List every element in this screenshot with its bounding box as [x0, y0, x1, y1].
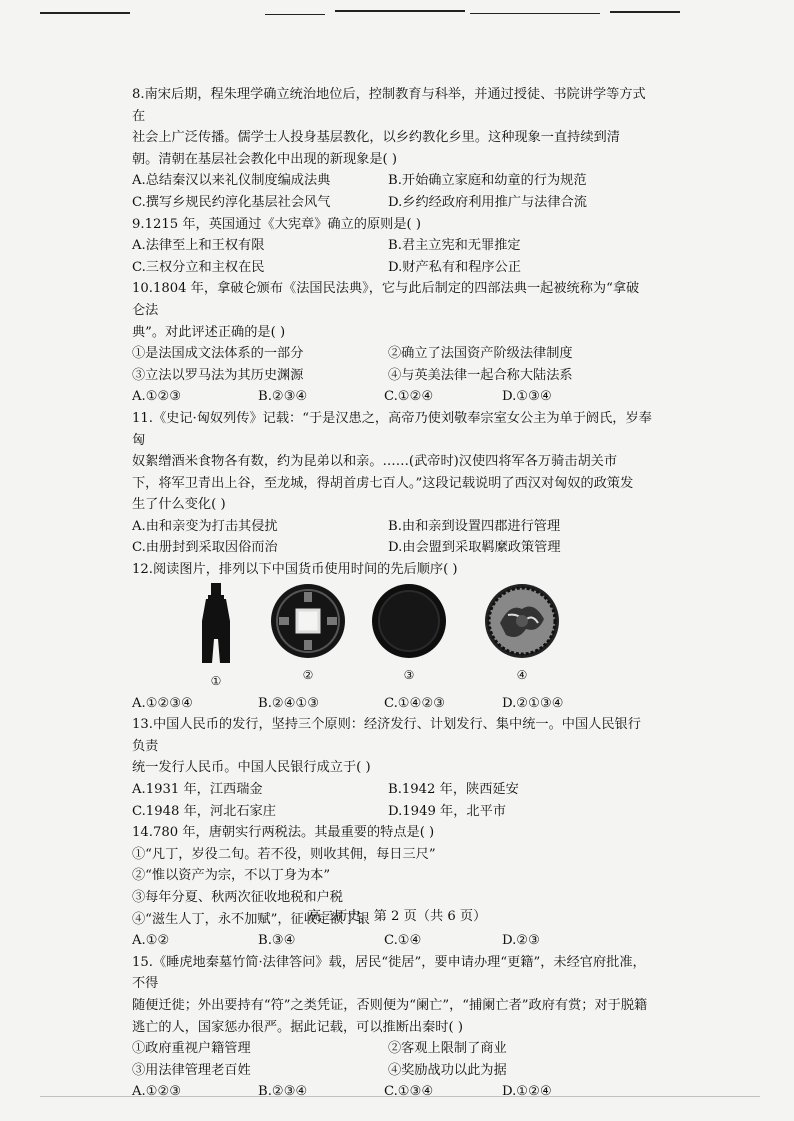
- coin-label: ④: [516, 668, 528, 683]
- option-a: A.1931 年，江西瑞金: [132, 782, 263, 798]
- question-stem-line: 15.《睡虎地秦墓竹简·法律答问》载，居民“徙居”，要申请办理“更籍”，未经官府批准，不得: [132, 954, 646, 992]
- option-c: C.撰写乡规民约淳化基层社会风气: [132, 194, 331, 210]
- question-stem-line: 14.780 年，唐朝实行两税法。其最重要的特点是( ): [132, 825, 435, 841]
- question-15: [132, 952, 652, 1103]
- statement-3: ③立法以罗马法为其历史渊源: [132, 367, 304, 383]
- option-d: D.由会盟到采取羁縻政策管理: [388, 540, 561, 556]
- question-stem-line: 朝。清朝在基层社会教化中出现的新现象是( ): [132, 151, 398, 167]
- choice-a: A.①②③④: [132, 695, 194, 711]
- statement-1: ①政府重视户籍管理: [132, 1041, 251, 1057]
- choice-d: D.②③: [502, 933, 540, 949]
- coin-figure: [132, 581, 652, 693]
- choice-c: C.①④: [384, 933, 422, 949]
- coin-label: ②: [302, 668, 314, 683]
- question-10: [132, 278, 652, 408]
- choice-a: A.①②③: [132, 1084, 182, 1100]
- question-stem-line: 逃亡的人，国家惩办很严。据此记载，可以推断出秦时( ): [132, 1019, 463, 1035]
- coin-label: ③: [403, 668, 415, 683]
- choice-d: D.②①③④: [502, 695, 564, 711]
- square-hole-coin-image: [268, 583, 348, 661]
- statement-1: ①“凡丁，岁役二旬。若不役，则收其佣，每日三尺”: [132, 846, 436, 862]
- question-stem-line: 11.《史记·匈奴列传》记载：“于是汉患之，高帝乃使刘敬奉宗室女公主为单于阏氏，岁奉匈: [132, 410, 652, 448]
- option-a: A.由和亲变为打击其侵扰: [132, 518, 278, 534]
- statement-4: ④与英美法律一起合称大陆法系: [388, 367, 573, 383]
- question-stem-line: 10.1804 年，拿破仑颁布《法国民法典》，它与此后制定的四部法典一起被统称为“拿破仑法: [132, 281, 640, 318]
- choice-b: B.②④①③: [258, 695, 320, 711]
- spade-coin-image: [196, 583, 236, 675]
- option-a: A.法律至上和王权有限: [132, 238, 265, 254]
- choice-c: C.①②④: [384, 389, 434, 405]
- option-b: B.君主立宪和无罪推定: [388, 238, 521, 254]
- statement-4: ④“滋生人丁，永不加赋”，征收定额丁银: [132, 911, 370, 927]
- option-b: B.由和亲到设置四郡进行管理: [388, 518, 561, 534]
- question-11: [132, 408, 652, 559]
- question-8: [132, 84, 652, 214]
- statement-2: ②“惟以资产为宗，不以丁身为本”: [132, 868, 331, 884]
- choice-a: A.①②: [132, 933, 170, 949]
- option-b: B.开始确立家庭和幼童的行为规范: [388, 173, 587, 189]
- question-stem-line: 统一发行人民币。中国人民银行成立于( ): [132, 760, 371, 776]
- question-13: [132, 714, 652, 822]
- statement-2: ②确立了法国资产阶级法律制度: [388, 346, 573, 362]
- statement-1: ①是法国成文法体系的一部分: [132, 346, 304, 362]
- statement-4: ④奖励战功以此为据: [388, 1062, 507, 1078]
- choice-d: D.①②④: [502, 1084, 552, 1100]
- option-d: D.1949 年，北平市: [388, 803, 506, 819]
- option-c: C.三权分立和主权在民: [132, 259, 265, 275]
- scan-line: [265, 14, 325, 15]
- choice-d: D.①③④: [502, 389, 552, 405]
- option-b: B.1942 年，陕西延安: [388, 782, 519, 798]
- choice-b: B.②③④: [258, 389, 308, 405]
- statement-2: ②客观上限制了商业: [388, 1041, 507, 1057]
- scan-line: [610, 11, 680, 13]
- question-12: [132, 559, 652, 714]
- question-stem-line: 下，将军卫青出上谷，至龙城，得胡首虏七百人。”这段记载说明了西汉对匈奴的政策发: [132, 475, 634, 491]
- coin-2: [268, 583, 348, 683]
- question-9: [132, 214, 652, 279]
- choice-b: B.②③④: [258, 1084, 308, 1100]
- choice-c: C.①④②③: [384, 695, 446, 711]
- page-footer: 高二历史，第 2 页（共 6 页）: [307, 909, 487, 924]
- option-a: A.总结秦汉以来礼仪制度编成法典: [132, 173, 331, 189]
- question-stem-line: 12.阅读图片，排列以下中国货币使用时间的先后顺序( ): [132, 562, 458, 578]
- choice-b: B.③④: [258, 933, 296, 949]
- question-14: [132, 822, 652, 952]
- choice-c: C.①③④: [384, 1084, 434, 1100]
- question-stem-line: 随便迁徙；外出要持有“符”之类凭证，否则便为“阑亡”，“捕阑亡者”政府有赏；对于脱籍: [132, 997, 648, 1013]
- question-stem-line: 社会上广泛传播。儒学士人投身基层教化，以乡约教化乡里。这种现象一直持续到清: [132, 130, 620, 146]
- question-stem-line: 典”。对此评述正确的是( ): [132, 324, 286, 340]
- scan-line: [470, 13, 600, 14]
- question-stem-line: 奴絮缯酒米食物各有数，约为昆弟以和亲。……(武帝时)汉使四将军各万骑击胡关市: [132, 454, 618, 470]
- coin-1: [196, 583, 236, 689]
- question-stem-line: 9.1215 年，英国通过《大宪章》确立的原则是( ): [132, 216, 422, 232]
- option-c: C.1948 年，河北石家庄: [132, 803, 276, 819]
- option-d: D.乡约经政府利用推广与法律合流: [388, 194, 587, 210]
- coin-label: ①: [210, 674, 222, 689]
- choice-a: A.①②③: [132, 389, 182, 405]
- statement-3: ③每年分夏、秋两次征收地税和户税: [132, 890, 343, 905]
- exam-page: [132, 84, 652, 1103]
- round-coin-image: [370, 583, 448, 661]
- question-stem-line: 生了什么变化( ): [132, 497, 226, 513]
- option-d: D.财产私有和程序公正: [388, 259, 521, 275]
- scan-line: [40, 12, 130, 14]
- coin-4: [482, 583, 562, 683]
- question-stem-line: 13.中国人民币的发行，坚持三个原则：经济发行、计划发行、集中统一。中国人民银行负责: [132, 717, 641, 754]
- option-c: C.由册封到采取因俗而治: [132, 540, 278, 556]
- silver-coin-image: [482, 583, 562, 661]
- question-stem-line: 8.南宋后期，程朱理学确立统治地位后，控制教育与科举，并通过授徒、书院讲学等方式在: [132, 87, 646, 124]
- scan-line: [335, 10, 465, 12]
- statement-3: ③用法律管理老百姓: [132, 1062, 251, 1078]
- coin-3: [370, 583, 448, 683]
